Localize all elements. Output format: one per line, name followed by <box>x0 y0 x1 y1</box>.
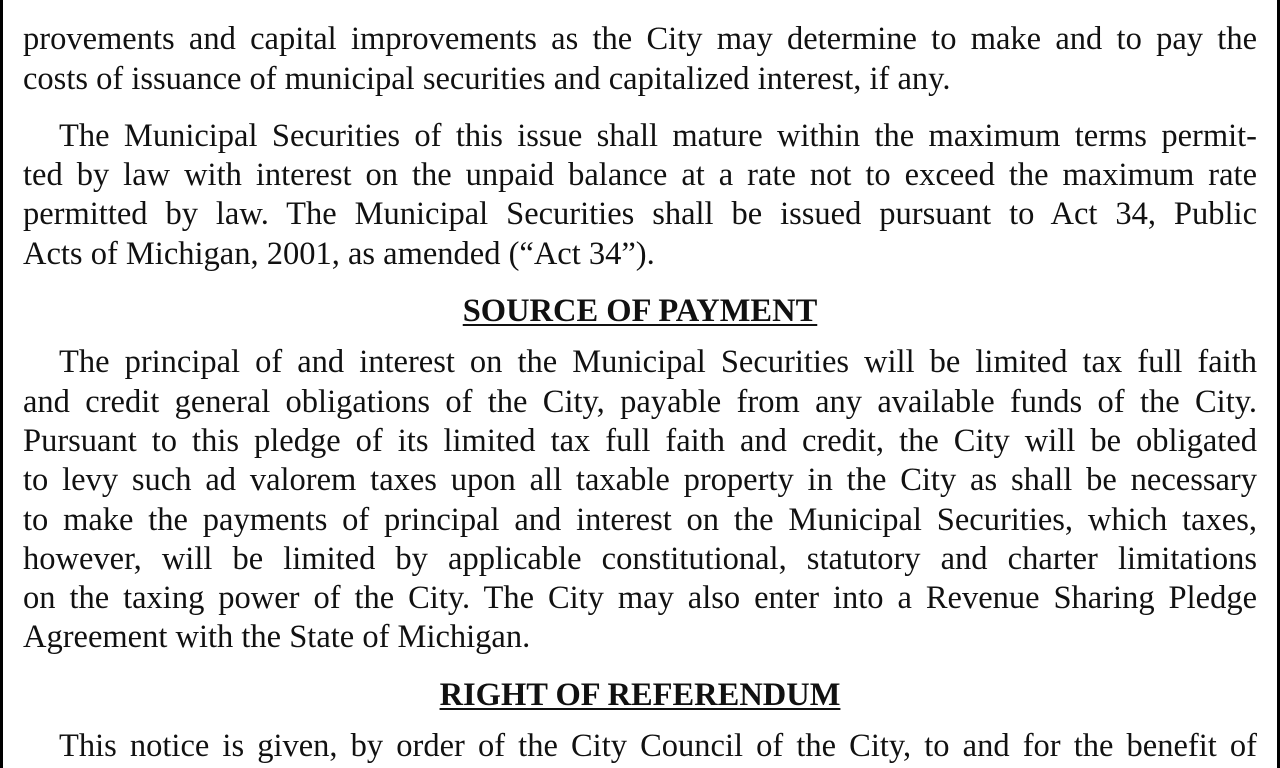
paragraph-gap <box>23 331 1257 343</box>
referendum-line-1: This notice is given, by order of the City Council of the City, to and for the benefit of <box>59 728 1257 765</box>
source-line-8: Agreement with the State of Michigan. <box>23 619 531 656</box>
source-line-7: on the taxing power of the City. The City may also enter into a Revenue Sharing Pledge <box>23 580 1257 617</box>
maturity-line-1: The Municipal Securities of this issue shall mature within the maximum terms permit- <box>59 117 1257 154</box>
paragraph-gap <box>23 99 1257 117</box>
right-of-referendum-heading: RIGHT OF REFERENDUM <box>439 676 841 713</box>
maturity-line-3: permitted by law. The Municipal Securities shall be issued pursuant to Act 34, Public <box>23 196 1257 233</box>
paragraph-gap <box>23 274 1257 292</box>
intro-line-partial <box>23 0 1257 20</box>
intro-line-1: provements and capital improvements as the City may determine to make and to pay the <box>23 21 1257 58</box>
paragraph-gap <box>23 658 1257 676</box>
source-line-6: however, will be limited by applicable constitutional, statutory and charter limitations <box>23 540 1257 577</box>
source-line-3: Pursuant to this pledge of its limited tax full faith and credit, the City will be obligated <box>23 422 1257 459</box>
source-line-2: and credit general obligations of the City, payable from any available funds of the City. <box>23 383 1257 420</box>
intro-line-2: costs of issuance of municipal securities and capitalized interest, if any. <box>23 60 951 97</box>
maturity-line-4: Acts of Michigan, 2001, as amended (“Act 34”). <box>23 235 655 272</box>
source-line-1: The principal of and interest on the Municipal Securities will be limited tax full faith <box>59 344 1257 381</box>
source-line-4: to levy such ad valorem taxes upon all taxable property in the City as shall be necessary <box>23 462 1257 499</box>
source-of-payment-heading: SOURCE OF PAYMENT <box>462 293 818 330</box>
maturity-line-2: ted by law with interest on the unpaid balance at a rate not to exceed the maximum rate <box>23 157 1257 194</box>
notice-content <box>23 0 1257 766</box>
paragraph-gap <box>23 715 1257 727</box>
source-line-5: to make the payments of principal and interest on the Municipal Securities, which taxes, <box>23 501 1257 538</box>
